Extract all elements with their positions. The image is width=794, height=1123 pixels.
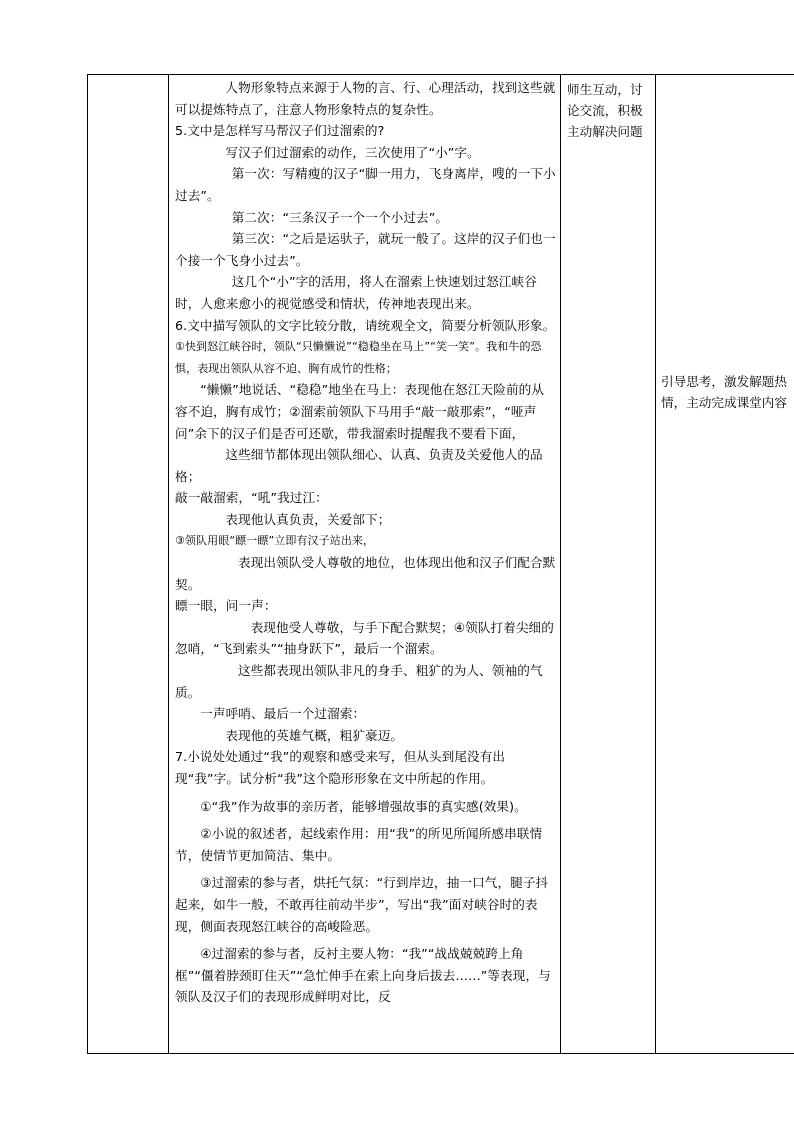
table-row — [88, 75, 794, 1054]
content-paragraph: 第二次：“三条汉子一个一个小过去”。 — [231, 209, 449, 225]
content-paragraph: 这几个“小”字的活用，将人在溜索上快速划过怒江峡谷时，人愈来愈小的视觉感受和情状，传神地表现出来。 — [175, 274, 537, 311]
student-activity-cell — [561, 75, 656, 1054]
content-paragraph: 这些都表现出领队非凡的身手、粗犷的为人、领袖的气质。 — [175, 663, 543, 700]
content-paragraph: ③过溜索的参与者，烘托气氛：“行到岸边，抽一口气，腿子抖起来，如牛一般，不敢再往前动半步”，写出“我”面对峡谷时的表现，侧面表现怒江峡谷的高峻险恶。 — [175, 875, 549, 934]
content-paragraphs — [175, 77, 556, 1008]
content-paragraph: 这些细节都体现出领队细心、认真、负责及关爱他人的品格； — [175, 447, 543, 484]
content-paragraph: ②小说的叙述者，起线索作用：用“我”的所见所闻所感串联情节，使情节更加简洁、集中。 — [175, 826, 543, 863]
content-paragraph: 表现他的英雄气概，粗犷豪迈。 — [225, 727, 404, 743]
content-paragraph: 表现出领队受人尊敬的地位，也体现出他和汉子们配合默契。 — [175, 555, 556, 592]
content-paragraph: 第三次：“之后是运驮子，就玩一般了。这岸的汉子们也一个接一个飞身小过去”。 — [175, 231, 556, 268]
teacher-guidance-text: 引导思考，激发解题热情，主动完成课堂内容 — [661, 374, 787, 410]
content-paragraph: ①“我”作为故事的亲历者，能够增强故事的真实感(效果)。 — [200, 798, 527, 814]
content-paragraph: 第一次：写精瘦的汉子“脚一用力，飞身离岸，嗖的一下小过去”。 — [175, 166, 556, 203]
content-paragraph: 表现他受人尊敬，与手下配合默契；④领队打着尖细的忽哨，“飞到索头”“抽身跃下”，最后一个溜索。 — [175, 619, 554, 657]
content-paragraph: “懒懒”地说话、“稳稳”地坐在马上：表现他在怒江天险前的从容不迫，胸有成竹；②溜索前领队下马用手“敲一敲那索”，“哑声问”余下的汉子们是否可还歇，带我溜索时提醒我不要看下面， — [175, 382, 545, 441]
content-cell — [169, 75, 561, 1054]
content-paragraph: 5.文中是怎样写马帮汉子们过溜索的? — [175, 123, 385, 139]
content-paragraph: ①快到怒江峡谷时，领队“只懒懒说”“稳稳坐在马上”“笑一笑”。我和牛的恐惧，表现出领队从容不迫、胸有成竹的性格； — [175, 340, 542, 375]
lesson-plan-table — [87, 74, 794, 1054]
empty-column-cell — [88, 75, 169, 1054]
content-paragraph: 写汉子们过溜索的动作，三次使用了“小”字。 — [225, 144, 480, 160]
content-paragraph: ④过溜索的参与者，反衬主要人物：“我”“战战兢兢跨上角框”“僵着脖颈盯住天”“急忙伸手在索上向身后拔去……”等表现，与领队及汉子们的表现形成鲜明对比，反 — [175, 946, 551, 1005]
content-paragraph: 表现他认真负责，关爱部下； — [225, 511, 391, 527]
content-paragraph: 一声呼哨、最后一个过溜索： — [200, 706, 366, 722]
content-paragraph: 敲一敲溜索，“吼”我过江： — [175, 490, 328, 506]
content-paragraph: 7.小说处处通过“我”的观察和感受来写，但从头到尾没有出现“我”字。试分析“我”这个隐形形象在文中所起的作用。 — [175, 749, 506, 786]
content-paragraph: 6.文中描写领队的文字比较分散，请统观全文，简要分析领队形象。 — [175, 317, 556, 333]
teacher-guidance-cell — [656, 75, 794, 1054]
student-activity-text: 师生互动，讨论交流，积极主动解决问题 — [567, 82, 643, 139]
content-paragraph: 人物形象特点来源于人物的言、行、心理活动，找到这些就可以提炼特点了，注意人物形象特点的复杂性。 — [175, 80, 556, 117]
content-paragraph: ③领队用眼“瞟一瞟”立即有汉子站出来， — [175, 534, 375, 548]
content-paragraph: 瞟一眼，问一声： — [175, 598, 277, 614]
